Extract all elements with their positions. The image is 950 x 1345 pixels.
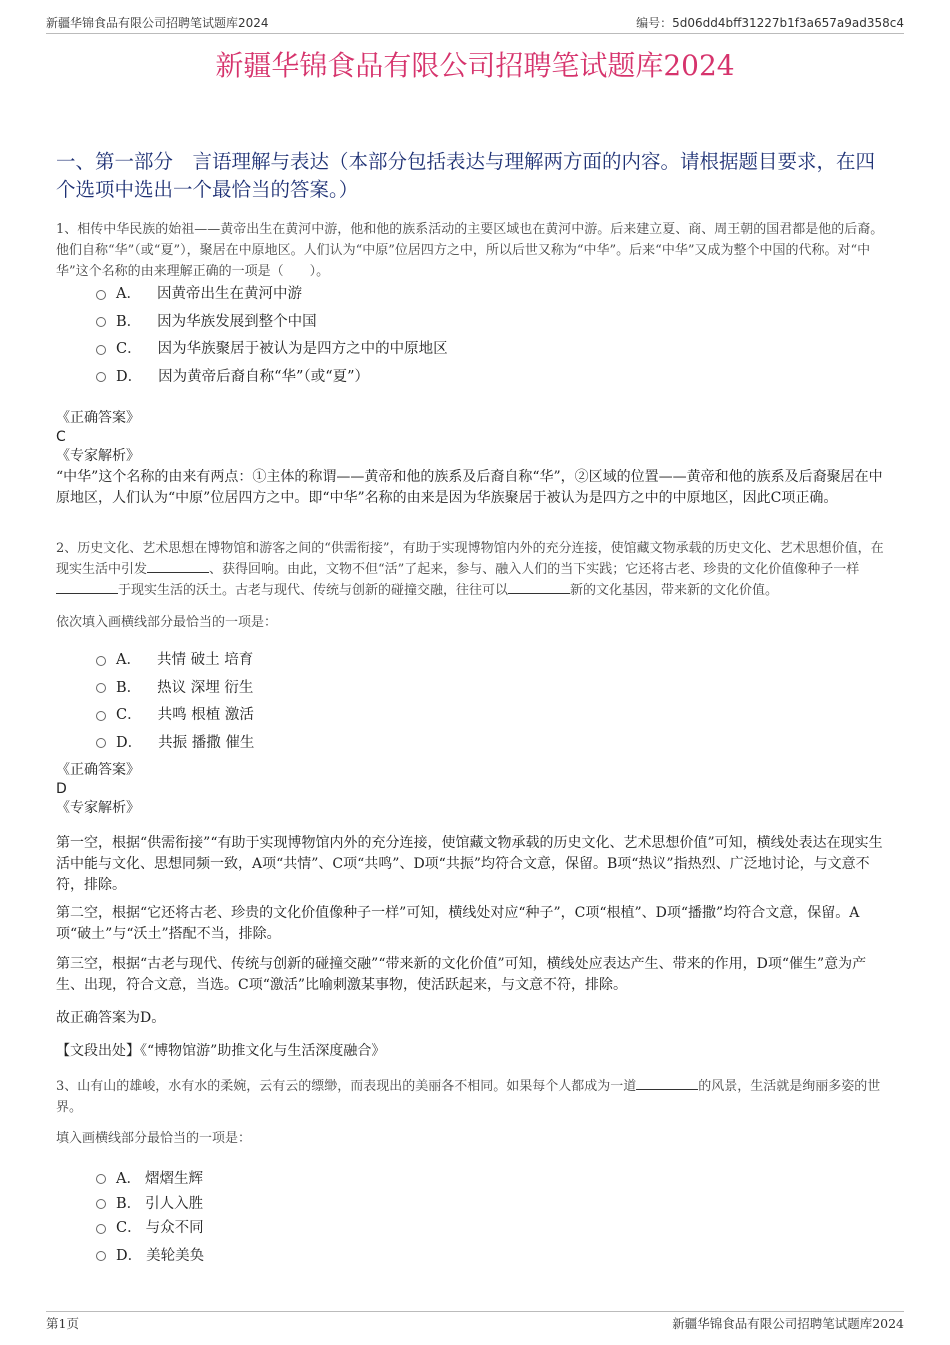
page-number: 第1页 [46,1316,79,1331]
question-2-option-d[interactable] [96,728,254,756]
option-label: B． [116,1195,142,1212]
option-text: 熠熠生辉 [144,1170,203,1187]
header-code [636,14,904,31]
header-divider [46,33,904,34]
question-1-option-c[interactable] [96,334,448,362]
radio-icon[interactable] [96,317,106,327]
fill-blank [508,581,570,594]
question-3-option-c[interactable] [96,1213,204,1240]
option-label: C． [116,1220,142,1236]
header-doc-title: 新疆华锦食品有限公司招聘笔试题库2024 [46,16,269,30]
option-text: 美轮美奂 [146,1247,205,1264]
page-title: 新疆华锦食品有限公司招聘笔试题库2024 [215,49,735,82]
question-2-prompt: 依次填入画横线部分最恰当的一项是： [56,615,278,630]
question-1-analysis: “中华”这个名称的由来有两点：①主体的称谓——黄帝和他的族系及后裔自称“华”，②区域的位置——黄帝和他的族系及后裔聚居在中原地区，人们认为“中原”位居四方之中。即“中华”名称的由来是因为华族聚居于被认为是四方之中的中原地区，因此C项正确。 [56,469,883,506]
question-2-analysis-p4: 故正确答案为D。 [56,1010,166,1026]
option-label: D． [116,368,143,385]
question-2-options [96,645,254,755]
radio-icon[interactable] [96,711,106,721]
fill-blank [56,581,118,594]
question-2-answer [56,761,894,818]
question-1-option-d[interactable] [96,362,448,390]
option-text: 与众不同 [145,1220,204,1236]
fill-blank [636,1077,698,1090]
question-3-options [96,1163,204,1268]
question-3-option-b[interactable] [96,1191,204,1213]
option-label: A． [116,652,141,669]
question-2-analysis-p3: 第三空，根据“古老与现代、传统与创新的碰撞交融”“带来新的文化价值”可知，横线处应表达产生、带来的作用，D项“催生”意为产生、出现，符合文意，当选。C项“激活”比喻刺激某事物，使活跃起来，与文意不符，排除。 [56,956,867,993]
option-text: 引人入胜 [145,1195,204,1212]
question-3-option-a[interactable] [96,1163,204,1191]
option-text: 共鸣 根植 激活 [157,707,254,724]
option-label: A． [116,1170,141,1187]
radio-icon[interactable] [96,1174,106,1184]
question-2-text [56,538,894,601]
option-text: 因为华族发展到整个中国 [157,313,317,330]
radio-icon[interactable] [96,656,106,666]
option-text: 因黄帝出生在黄河中游 [156,286,302,303]
text-part: 、获得回响。由此，文物不但“活”了起来，参与、融入人们的当下实践；它还将古老、珍贵的文化价值像种子一样 [209,562,860,577]
option-label: D． [116,1247,143,1264]
question-3-option-d[interactable] [96,1240,204,1268]
text-part: 2、历史文化、艺术思想在博物馆和游客之间的“供需衔接”，有助于实现博物馆内外的充分连接，使馆藏文物承载的历史文化、艺术思想价值，在现实生活中引发 [56,541,884,577]
question-3-text [56,1076,894,1118]
text-part: 新的文化基因，带来新的文化价值。 [570,583,779,598]
option-label: A． [116,286,141,303]
radio-icon[interactable] [96,290,106,300]
question-2-option-c[interactable] [96,700,254,728]
analysis-heading: 《专家解析》 [56,800,140,816]
radio-icon[interactable] [96,683,106,693]
footer-divider [46,1311,904,1312]
option-label: D． [116,734,143,751]
page-header [46,14,904,34]
radio-icon[interactable] [96,372,106,382]
answer-heading: 《正确答案》 [56,762,140,778]
question-2-option-b[interactable] [96,673,254,701]
question-1-option-b[interactable] [96,307,448,335]
radio-icon[interactable] [96,1251,106,1261]
option-label: B． [116,679,142,696]
question-1-option-a[interactable] [96,279,448,307]
text-part: 的风景，生活就是绚丽多姿的世界。 [56,1079,881,1115]
text-part: 于现实生活的沃土。古老与现代、传统与创新的碰撞交融，往往可以 [118,583,509,598]
option-label: B． [116,313,142,330]
question-2-analysis-p2: 第二空，根据“它还将古老、珍贵的文化价值像种子一样”可知，横线处对应“种子”，C项“根植”、D项“播撒”均符合文意，保留。A项“破土”与“沃土”搭配不当，排除。 [56,905,860,942]
question-2-option-a[interactable] [96,645,254,673]
question-1-options [96,279,448,389]
answer-value: C [56,429,66,445]
page-footer [46,1314,904,1332]
option-text: 因为华族聚居于被认为是四方之中的中原地区 [157,341,448,358]
option-text: 因为黄帝后裔自称“华”（或“夏”） [158,368,370,385]
question-1-text: 1、相传中华民族的始祖——黄帝出生在黄河中游，他和他的族系活动的主要区域也在黄河中游。后来建立夏、商、周王朝的国君都是他的后裔。他们自称“华”（或“夏”），聚居在中原地区。人们认为“中原”位居四方之中，所以后世又称为“中华”。后来“中华”又成为整个中国的代称。对“中华”这个名称的由来理解正确的一项是（ ）。 [56,222,884,279]
question-2-source: 【文段出处】《“博物馆游”助推文化与生活深度融合》 [56,1043,386,1059]
radio-icon[interactable] [96,738,106,748]
option-label: C． [116,341,142,358]
question-1-answer [56,409,894,466]
text-part: 3、山有山的雄峻，水有水的柔婉，云有云的缥缈，而表现出的美丽各不相同。如果每个人都成为一道 [56,1079,637,1094]
answer-value: D [56,781,67,797]
header-code-value: 5d06dd4bff31227b1f3a657a9ad358c4 [672,16,904,30]
radio-icon[interactable] [96,345,106,355]
question-2-analysis-p1: 第一空，根据“供需衔接”“有助于实现博物馆内外的充分连接，使馆藏文物承载的历史文化、艺术思想价值”可知，横线处表达在现实生活中能与文化、思想同频一致，A项“共情”、C项“共鸣”、D项“共振”均符合文意，保留。B项“热议”指热烈、广泛地讨论，与文意不符，排除。 [56,835,883,893]
section-heading: 一、第一部分 言语理解与表达（本部分包括表达与理解两方面的内容。请根据题目要求，在四个选项中选出一个最恰当的答案。） [56,150,876,201]
option-text: 热议 深埋 衍生 [157,679,254,696]
radio-icon[interactable] [96,1199,106,1209]
analysis-heading: 《专家解析》 [56,448,140,464]
option-text: 共振 播撒 催生 [158,734,255,751]
answer-heading: 《正确答案》 [56,410,140,426]
option-text: 共情 破土 培育 [156,652,254,669]
fill-blank [147,560,209,573]
footer-doc-title: 新疆华锦食品有限公司招聘笔试题库2024 [672,1316,904,1331]
option-label: C． [116,707,142,724]
question-3-prompt: 填入画横线部分最恰当的一项是： [56,1131,252,1146]
header-code-label: 编号： [636,16,673,30]
radio-icon[interactable] [96,1224,106,1234]
